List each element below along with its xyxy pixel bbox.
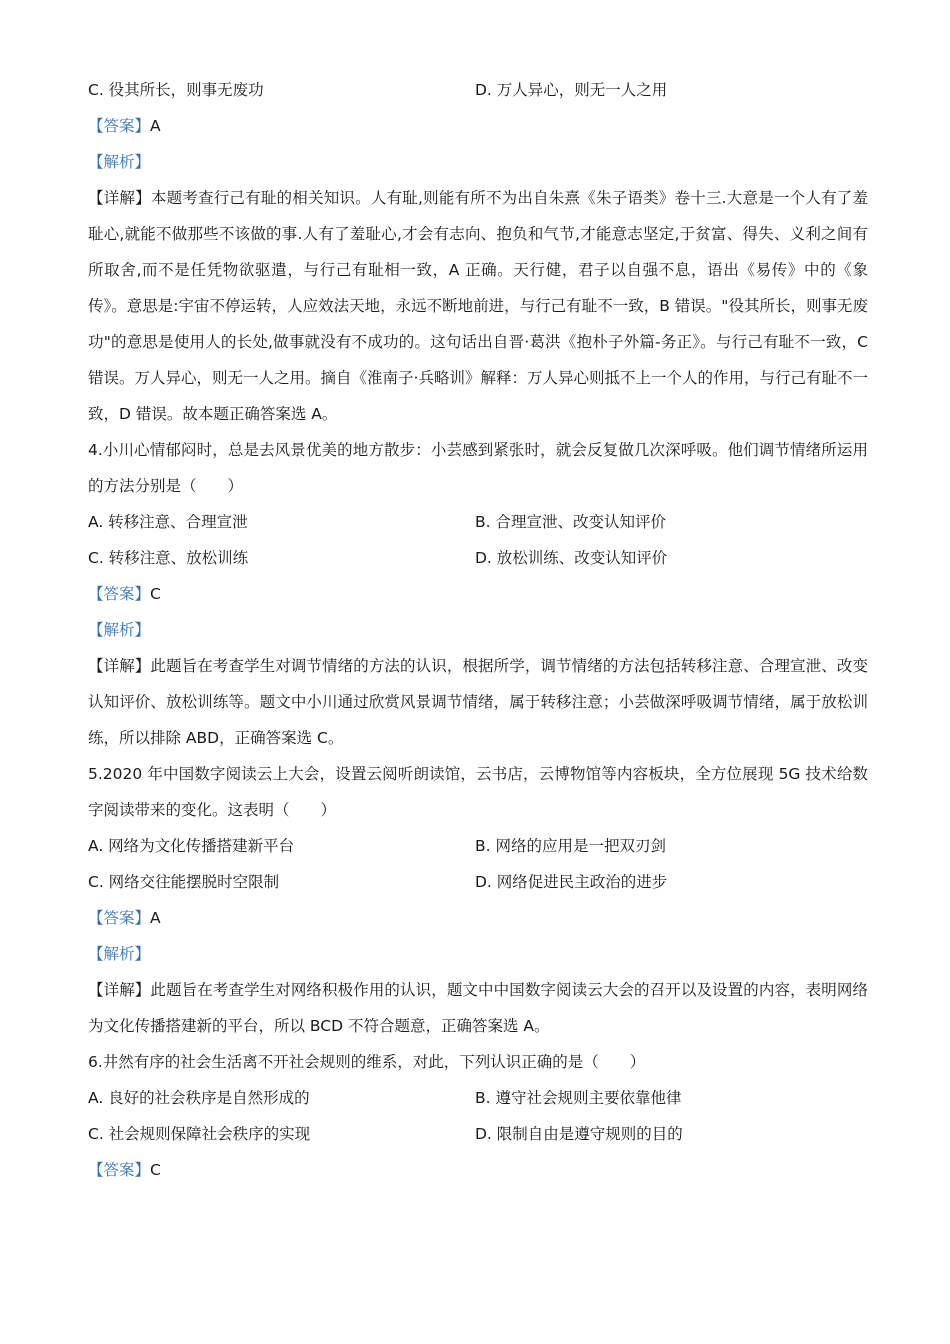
q6-option-c: C. 社会规则保障社会秩序的实现: [88, 1125, 311, 1143]
detail-text: 本题考查行己有耻的相关知识。人有耻,则能有所不为出自朱熹《朱子语类》卷十三.大意是一个人有了羞耻心,就能不做那些不该做的事.人有了羞耻心,才会有志向、抱负和气节,才能意志坚定,于贫富、得失、义利之间有所取舍,而不是任凭物欲驱遣，与行己有耻相一致，A 正确。天行健，君子以自强不息，语出《易传》中的《象传》。意思是:宇宙不停运转，人应效法天地，永远不断地前进，与行己有耻不一致，B 错误。"役其所长，则事无废功"的意思是使用人的长处,做事就没有不成功的。这句话出自晋·葛洪《抱朴子外篇-务正》。与行己有耻不一致，C 错误。万人异心，则无一人之用。摘自《淮南子·兵略训》解释：万人异心则抵不上一个人的作用，与行己有耻不一致，D 错误。故本题正确答案选 A。: [88, 189, 868, 423]
q4-option-b: B. 合理宣泄、改变认知评价: [475, 513, 666, 531]
document-page: [88, 72, 868, 1188]
q6-options-row-ab: [88, 1080, 868, 1116]
q6-option-b: B. 遵守社会规则主要依靠他律: [475, 1089, 682, 1107]
answer-label: 【答案】: [88, 909, 151, 927]
detail-text: 此题旨在考查学生对网络积极作用的认识，题文中中国数字阅读云大会的召开以及设置的内容，表明网络为文化传播搭建新的平台，所以 BCD 不符合题意，正确答案选 A。: [88, 981, 868, 1035]
q6-option-a: A. 良好的社会秩序是自然形成的: [88, 1089, 310, 1107]
detail-label: 【详解】: [88, 657, 151, 675]
q5-stem: 5.2020 年中国数字阅读云上大会，设置云阅听朗读馆，云书店，云博物馆等内容板块，全方位展现 5G 技术给数字阅读带来的变化。这表明（ ）: [88, 765, 868, 819]
q3-options-row-cd: [88, 72, 868, 108]
q6-option-d: D. 限制自由是遵守规则的目的: [475, 1125, 683, 1143]
answer-label: 【答案】: [88, 1161, 151, 1179]
q5-option-b: B. 网络的应用是一把双刃剑: [475, 837, 666, 855]
q3-analysis: [88, 144, 868, 180]
answer-value: A: [150, 117, 161, 135]
detail-label: 【详解】: [88, 189, 151, 207]
q6-answer: [88, 1152, 868, 1188]
q6-options-row-cd: [88, 1116, 868, 1152]
q5-option-d: D. 网络促进民主政治的进步: [475, 873, 668, 891]
q5-option-c: C. 网络交往能摆脱时空限制: [88, 873, 280, 891]
answer-value: A: [150, 909, 161, 927]
detail-label: 【详解】: [88, 981, 151, 999]
analysis-label: 【解析】: [88, 153, 151, 171]
q4-analysis: [88, 612, 868, 648]
q5-option-a: A. 网络为文化传播搭建新平台: [88, 837, 295, 855]
q3-detail: [88, 180, 868, 432]
q4-answer: [88, 576, 868, 612]
q4-stem: 4.小川心情郁闷时，总是去风景优美的地方散步：小芸感到紧张时，就会反复做几次深呼吸。他们调节情绪所运用的方法分别是（ ）: [88, 441, 868, 495]
q3-option-c: C. 役其所长，则事无废功: [88, 81, 264, 99]
answer-label: 【答案】: [88, 117, 151, 135]
q3-option-d: D. 万人异心，则无一人之用: [475, 81, 668, 99]
q5-detail: [88, 972, 868, 1044]
answer-value: C: [150, 585, 161, 603]
q3-answer: [88, 108, 868, 144]
q4-option-d: D. 放松训练、改变认知评价: [475, 549, 668, 567]
answer-value: C: [150, 1161, 161, 1179]
q5-answer: [88, 900, 868, 936]
q4-option-a: A. 转移注意、合理宣泄: [88, 513, 248, 531]
detail-text: 此题旨在考查学生对调节情绪的方法的认识，根据所学，调节情绪的方法包括转移注意、合理宣泄、改变认知评价、放松训练等。题文中小川通过欣赏风景调节情绪，属于转移注意；小芸做深呼吸调节情绪，属于放松训练，所以排除 ABD，正确答案选 C。: [88, 657, 868, 747]
analysis-label: 【解析】: [88, 621, 151, 639]
analysis-label: 【解析】: [88, 945, 151, 963]
answer-label: 【答案】: [88, 585, 151, 603]
q5-options-row-cd: [88, 864, 868, 900]
q6-stem: 6.井然有序的社会生活离不开社会规则的维系，对此，下列认识正确的是（ ）: [88, 1053, 646, 1071]
q5-analysis: [88, 936, 868, 972]
q4-option-c: C. 转移注意、放松训练: [88, 549, 249, 567]
q4-detail: [88, 648, 868, 756]
q4-options-row-ab: [88, 504, 868, 540]
q5-options-row-ab: [88, 828, 868, 864]
q4-options-row-cd: [88, 540, 868, 576]
